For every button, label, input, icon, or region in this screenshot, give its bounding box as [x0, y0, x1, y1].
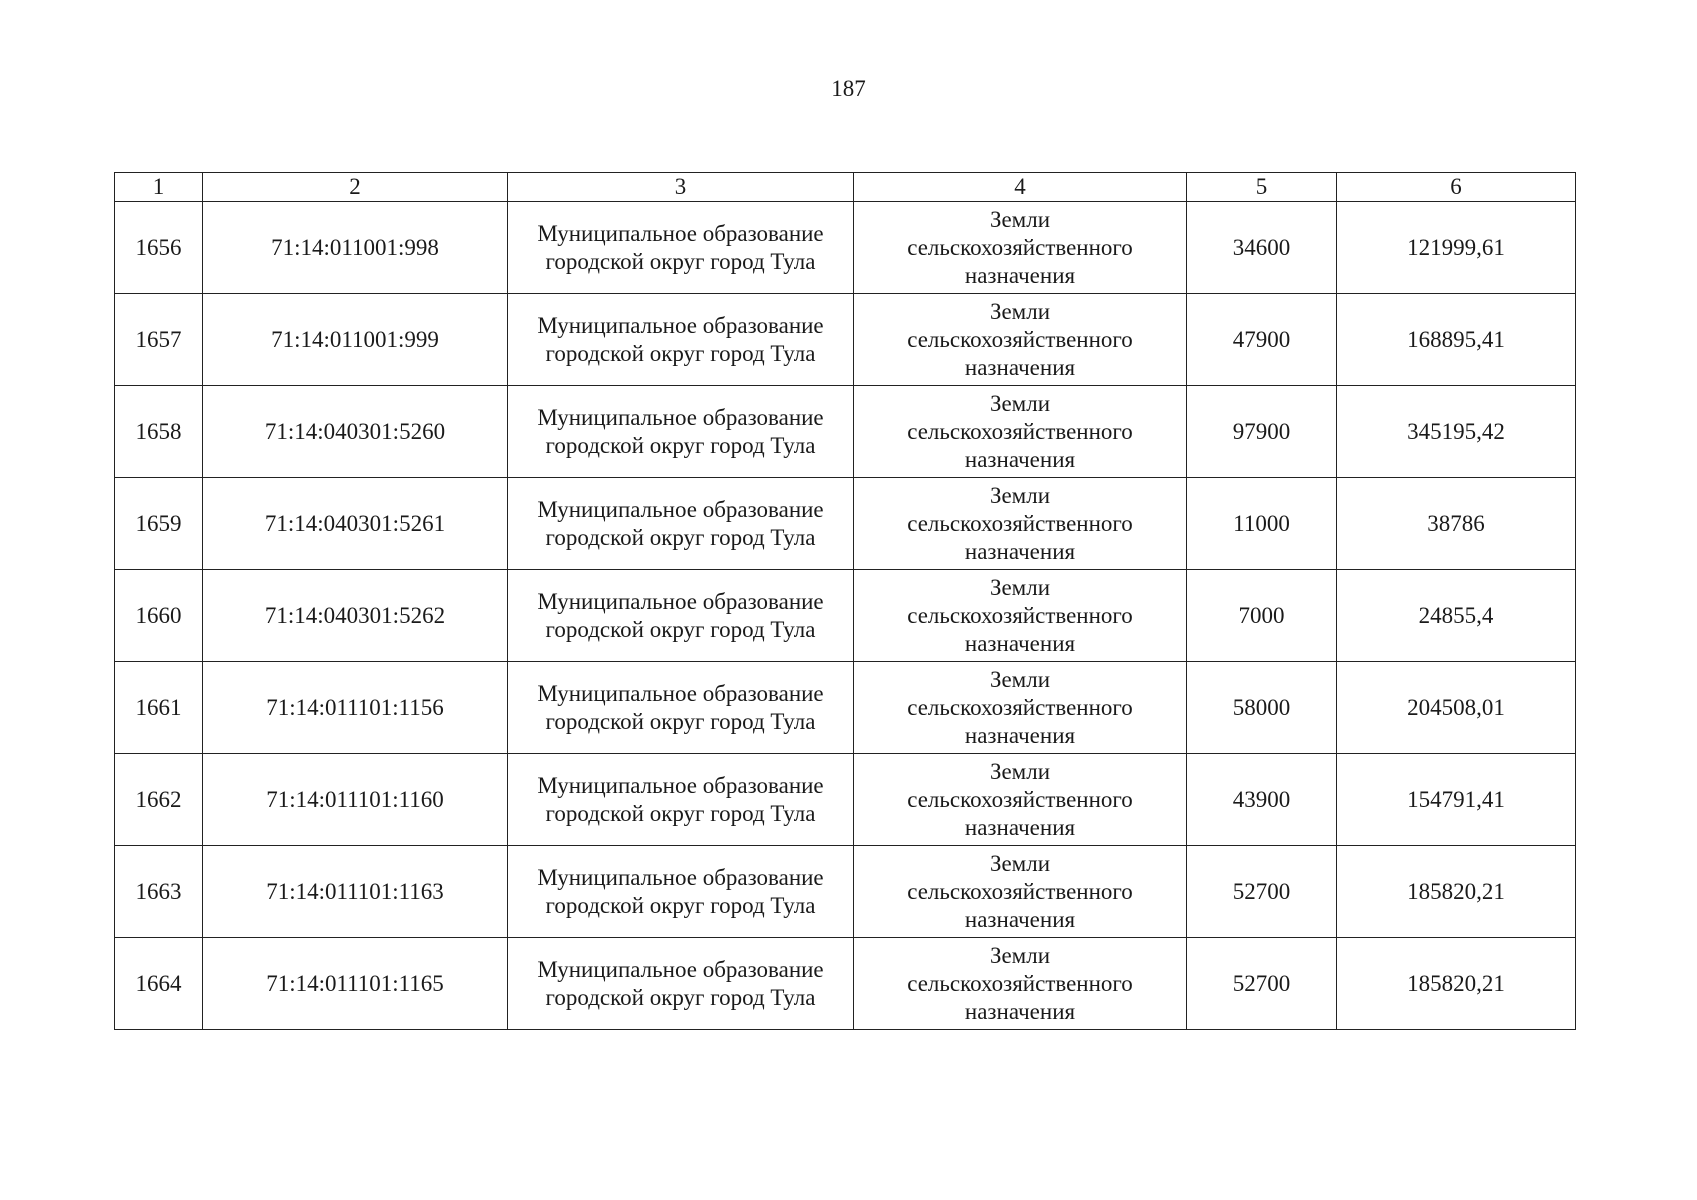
- area-value: 7000: [1187, 570, 1337, 662]
- cadastral-value: 121999,61: [1337, 202, 1576, 294]
- table-row: [115, 202, 1576, 294]
- owner-line: Муниципальное образование: [537, 864, 824, 890]
- area-value: 52700: [1187, 846, 1337, 938]
- land-category-line: сельскохозяйственного: [907, 602, 1133, 628]
- land-category-line: назначения: [964, 446, 1076, 472]
- land-category-line: сельскохозяйственного: [907, 326, 1133, 352]
- header-cell-6: 6: [1337, 173, 1576, 202]
- land-category-cell: [854, 570, 1187, 662]
- row-number: 1657: [115, 294, 203, 386]
- owner-line: городской округ город Тула: [545, 800, 816, 826]
- row-number: 1658: [115, 386, 203, 478]
- owner-line: городской округ город Тула: [545, 616, 816, 642]
- owner-line: городской округ город Тула: [545, 248, 816, 274]
- owner-cell: [508, 478, 854, 570]
- owner-line: Муниципальное образование: [537, 220, 824, 246]
- land-category-line: Земли: [989, 666, 1051, 692]
- table-row: [115, 662, 1576, 754]
- header-cell-1: 1: [115, 173, 203, 202]
- header-row: [115, 173, 1576, 202]
- cadastral-number: 71:14:011101:1165: [203, 938, 508, 1030]
- owner-cell: [508, 754, 854, 846]
- land-category-cell: [854, 202, 1187, 294]
- area-value: 52700: [1187, 938, 1337, 1030]
- area-value: 97900: [1187, 386, 1337, 478]
- cadastral-value: 24855,4: [1337, 570, 1576, 662]
- row-number: 1663: [115, 846, 203, 938]
- land-category-cell: [854, 846, 1187, 938]
- land-category-cell: [854, 754, 1187, 846]
- land-category-cell: [854, 294, 1187, 386]
- area-value: 34600: [1187, 202, 1337, 294]
- land-category-line: сельскохозяйственного: [907, 510, 1133, 536]
- cadastral-value: 154791,41: [1337, 754, 1576, 846]
- land-category-line: назначения: [964, 814, 1076, 840]
- land-category-line: назначения: [964, 538, 1076, 564]
- cadastral-value: 185820,21: [1337, 938, 1576, 1030]
- header-cell-2: 2: [203, 173, 508, 202]
- header-cell-3: 3: [508, 173, 854, 202]
- owner-line: Муниципальное образование: [537, 404, 824, 430]
- land-category-line: назначения: [964, 262, 1076, 288]
- cadastral-number: 71:14:011101:1160: [203, 754, 508, 846]
- land-category-line: Земли: [989, 298, 1051, 324]
- land-category-line: Земли: [989, 390, 1051, 416]
- owner-line: Муниципальное образование: [537, 312, 824, 338]
- land-category-line: сельскохозяйственного: [907, 878, 1133, 904]
- land-category-cell: [854, 662, 1187, 754]
- land-category-line: Земли: [989, 482, 1051, 508]
- table-header: [115, 173, 1576, 202]
- owner-cell: [508, 294, 854, 386]
- land-category-line: Земли: [989, 942, 1051, 968]
- table-row: [115, 570, 1576, 662]
- owner-line: Муниципальное образование: [537, 588, 824, 614]
- land-category-line: Земли: [989, 758, 1051, 784]
- row-number: 1664: [115, 938, 203, 1030]
- land-category-line: сельскохозяйственного: [907, 694, 1133, 720]
- owner-cell: [508, 846, 854, 938]
- table-row: [115, 754, 1576, 846]
- owner-cell: [508, 570, 854, 662]
- land-category-line: сельскохозяйственного: [907, 786, 1133, 812]
- owner-cell: [508, 662, 854, 754]
- page-number: 187: [831, 76, 866, 101]
- land-category-line: Земли: [989, 850, 1051, 876]
- owner-line: Муниципальное образование: [537, 680, 824, 706]
- cadastral-number: 71:14:011001:999: [203, 294, 508, 386]
- cadastral-value: 185820,21: [1337, 846, 1576, 938]
- owner-line: Муниципальное образование: [537, 772, 824, 798]
- area-value: 58000: [1187, 662, 1337, 754]
- row-number: 1660: [115, 570, 203, 662]
- land-category-line: Земли: [989, 574, 1051, 600]
- owner-line: городской округ город Тула: [545, 984, 816, 1010]
- table-row: [115, 386, 1576, 478]
- land-category-line: назначения: [964, 998, 1076, 1024]
- owner-cell: [508, 386, 854, 478]
- owner-line: городской округ город Тула: [545, 892, 816, 918]
- land-category-cell: [854, 938, 1187, 1030]
- table-row: [115, 938, 1576, 1030]
- table-body: [115, 202, 1576, 1030]
- owner-line: городской округ город Тула: [545, 708, 816, 734]
- owner-line: Муниципальное образование: [537, 956, 824, 982]
- row-number: 1656: [115, 202, 203, 294]
- owner-line: Муниципальное образование: [537, 496, 824, 522]
- cadastral-number: 71:14:040301:5262: [203, 570, 508, 662]
- row-number: 1659: [115, 478, 203, 570]
- table-row: [115, 478, 1576, 570]
- land-category-cell: [854, 386, 1187, 478]
- land-category-line: назначения: [964, 722, 1076, 748]
- land-category-cell: [854, 478, 1187, 570]
- cadastral-number: 71:14:011101:1156: [203, 662, 508, 754]
- cadastral-value: 168895,41: [1337, 294, 1576, 386]
- land-category-line: назначения: [964, 354, 1076, 380]
- header-cell-4: 4: [854, 173, 1187, 202]
- area-value: 43900: [1187, 754, 1337, 846]
- cadastral-value: 38786: [1337, 478, 1576, 570]
- table-row: [115, 846, 1576, 938]
- row-number: 1662: [115, 754, 203, 846]
- cadastral-value: 345195,42: [1337, 386, 1576, 478]
- area-value: 11000: [1187, 478, 1337, 570]
- cadastral-value: 204508,01: [1337, 662, 1576, 754]
- owner-line: городской округ город Тула: [545, 432, 816, 458]
- header-cell-5: 5: [1187, 173, 1337, 202]
- row-number: 1661: [115, 662, 203, 754]
- owner-cell: [508, 202, 854, 294]
- cadastral-number: 71:14:011001:998: [203, 202, 508, 294]
- owner-line: городской округ город Тула: [545, 340, 816, 366]
- land-category-line: Земли: [989, 206, 1051, 232]
- table-row: [115, 294, 1576, 386]
- land-category-line: сельскохозяйственного: [907, 234, 1133, 260]
- land-category-line: сельскохозяйственного: [907, 418, 1133, 444]
- land-category-line: назначения: [964, 630, 1076, 656]
- land-plots-table: [114, 172, 1576, 1030]
- cadastral-number: 71:14:040301:5261: [203, 478, 508, 570]
- owner-cell: [508, 938, 854, 1030]
- cadastral-number: 71:14:040301:5260: [203, 386, 508, 478]
- cadastral-number: 71:14:011101:1163: [203, 846, 508, 938]
- area-value: 47900: [1187, 294, 1337, 386]
- land-category-line: назначения: [964, 906, 1076, 932]
- land-category-line: сельскохозяйственного: [907, 970, 1133, 996]
- owner-line: городской округ город Тула: [545, 524, 816, 550]
